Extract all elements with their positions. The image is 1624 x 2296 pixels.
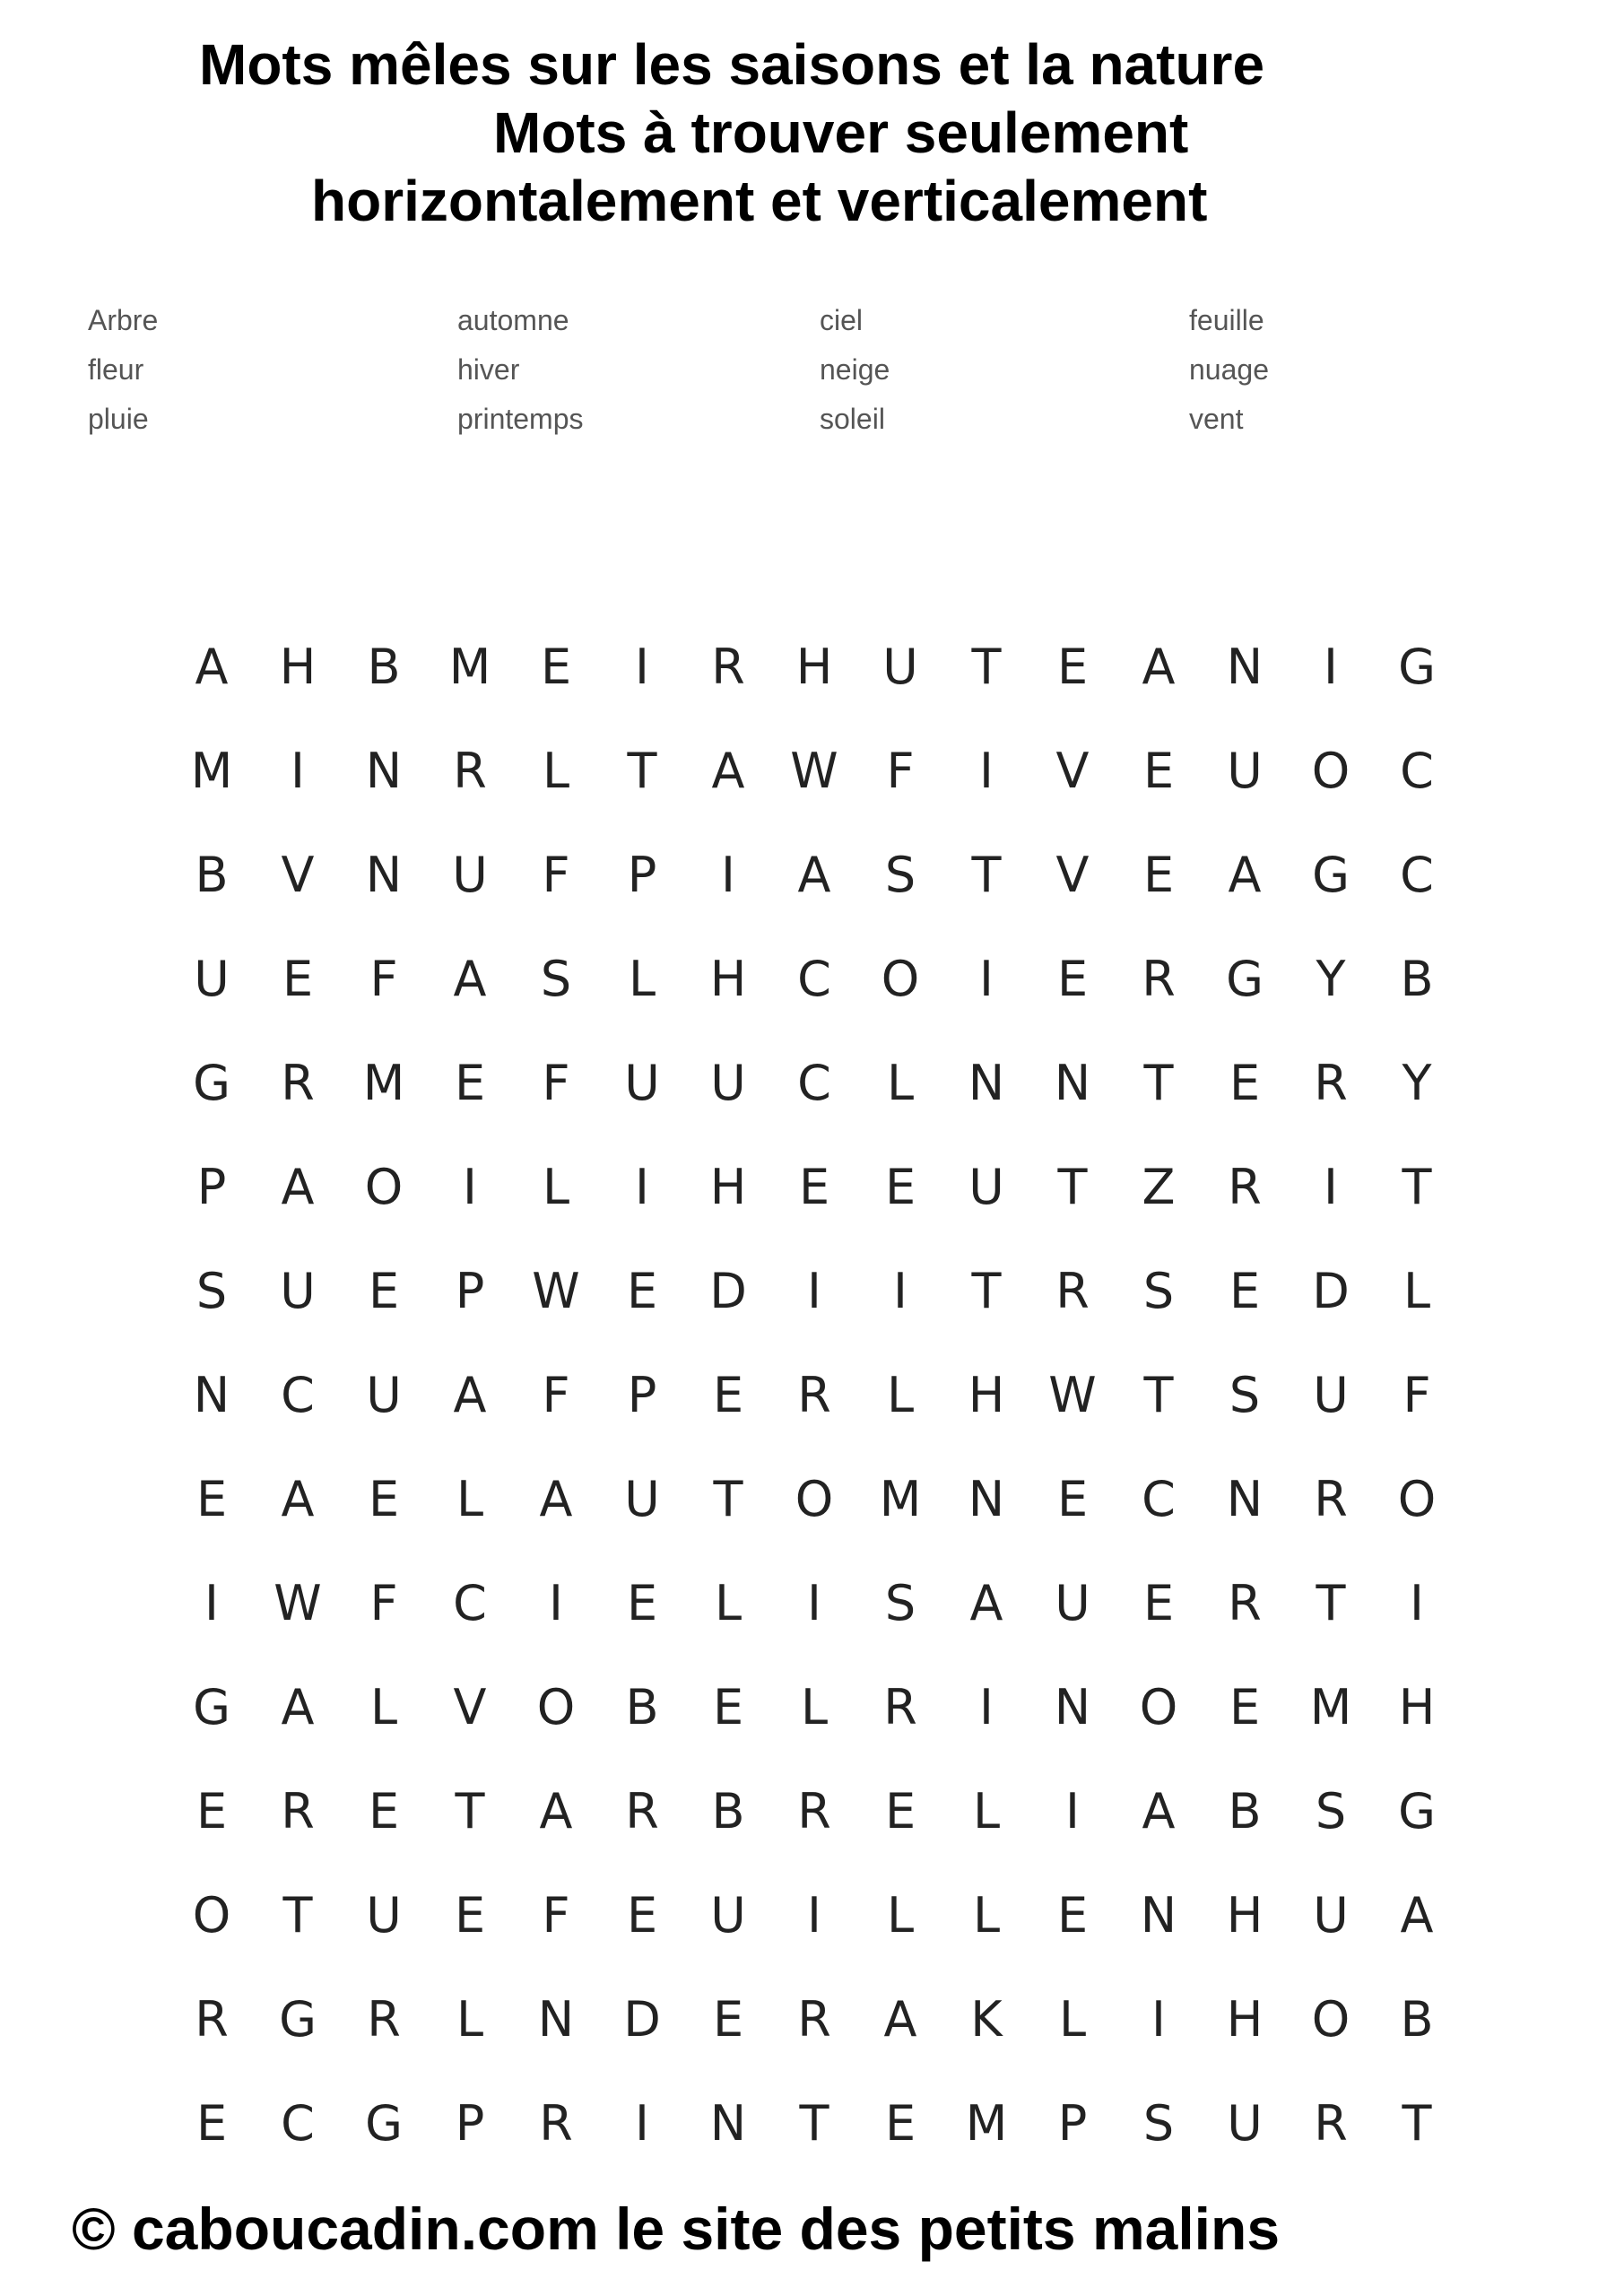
grid-letter: E [454, 1054, 486, 1111]
word-item: vent [1189, 403, 1244, 435]
word-item: fleur [88, 353, 144, 386]
grid-letter: I [893, 1262, 908, 1319]
grid-letter: A [1228, 846, 1262, 903]
grid-letter: O [1139, 1678, 1178, 1735]
grid-letter: Y [1402, 1054, 1432, 1111]
grid-letter: T [1402, 1158, 1432, 1215]
grid-letter: L [1403, 1262, 1431, 1319]
grid-letter: M [190, 742, 233, 799]
grid-letter: O [795, 1470, 834, 1527]
grid-letter: M [965, 2094, 1008, 2152]
grid-letter: I [204, 1574, 219, 1631]
grid-letter: B [711, 1782, 745, 1839]
grid-letter: E [1229, 1262, 1261, 1319]
grid-letter: U [194, 950, 230, 1007]
word-search-grid [169, 614, 1460, 2175]
grid-letter: M [1309, 1678, 1352, 1735]
grid-letter: U [710, 1886, 746, 1944]
word-item: soleil [820, 403, 885, 435]
grid-letter: U [968, 1158, 1004, 1215]
grid-letter: H [1226, 1990, 1264, 2048]
grid-letter: F [886, 742, 915, 799]
grid-letter: Z [1142, 1158, 1176, 1215]
grid-letter: L [800, 1678, 829, 1735]
grid-letter: O [881, 950, 920, 1007]
grid-letter: T [1316, 1574, 1346, 1631]
grid-letter: E [884, 2094, 916, 2152]
word-item: printemps [457, 403, 584, 435]
grid-letter: R [281, 1054, 315, 1111]
grid-letter: A [883, 1990, 917, 2048]
grid-letter: N [1054, 1054, 1091, 1111]
grid-letter: P [1057, 2094, 1088, 2152]
grid-letter: N [1140, 1886, 1177, 1944]
grid-letter: S [1142, 2094, 1175, 2152]
grid-letter: T [971, 846, 1002, 903]
grid-letter: N [1054, 1678, 1091, 1735]
grid-letter: E [540, 638, 572, 695]
grid-letter: I [549, 1574, 563, 1631]
grid-letter: E [712, 1990, 744, 2048]
grid-letter: M [879, 1470, 922, 1527]
grid-letter: G [1312, 846, 1350, 903]
grid-letter: I [1324, 1158, 1338, 1215]
grid-letter: A [1142, 1782, 1176, 1839]
word-list-column-2 [457, 296, 584, 444]
grid-letter: A [539, 1782, 573, 1839]
grid-letter: U [1227, 742, 1263, 799]
grid-letter: E [1229, 1678, 1261, 1735]
grid-letter: U [1227, 2094, 1263, 2152]
grid-letter: U [624, 1470, 660, 1527]
word-list [0, 296, 1624, 448]
grid-letter: G [1398, 638, 1436, 695]
grid-letter: L [714, 1574, 743, 1631]
grid-letter: H [709, 950, 747, 1007]
grid-letter: U [624, 1054, 660, 1111]
grid-letter: A [453, 1366, 487, 1423]
grid-letter: N [709, 2094, 747, 2152]
grid-letter: G [193, 1678, 230, 1735]
grid-letter: E [195, 1470, 228, 1527]
grid-letter: L [456, 1470, 484, 1527]
grid-letter: R [1055, 1262, 1090, 1319]
grid-letter: S [1142, 1262, 1175, 1319]
grid-letter: O [1311, 742, 1350, 799]
grid-letter: I [635, 638, 649, 695]
grid-letter: L [886, 1886, 915, 1944]
grid-letter: R [1314, 1054, 1348, 1111]
grid-letter: U [1313, 1886, 1349, 1944]
grid-letter: T [971, 638, 1002, 695]
grid-letter: I [635, 2094, 649, 2152]
grid-letter: P [455, 1262, 485, 1319]
grid-letter: I [807, 1574, 821, 1631]
grid-letter: B [625, 1678, 659, 1735]
word-list-column-3 [820, 296, 890, 444]
grid-letter: E [1142, 742, 1175, 799]
grid-letter: F [369, 1574, 398, 1631]
grid-letter: N [1226, 1470, 1264, 1527]
grid-letter: R [625, 1782, 659, 1839]
grid-letter: N [365, 846, 403, 903]
grid-letter: I [291, 742, 305, 799]
grid-letter: W [1048, 1366, 1097, 1423]
grid-letter: E [626, 1574, 658, 1631]
grid-letter: C [797, 1054, 831, 1111]
grid-letter: V [281, 846, 315, 903]
grid-letter: I [1324, 638, 1338, 695]
grid-letter: O [536, 1678, 576, 1735]
grid-letter: T [282, 1886, 313, 1944]
grid-letter: T [1143, 1366, 1174, 1423]
grid-letter: L [972, 1886, 1001, 1944]
word-item: Arbre [88, 304, 159, 336]
grid-letter: O [364, 1158, 404, 1215]
grid-letter: G [279, 1990, 317, 2048]
grid-letter: I [979, 950, 994, 1007]
grid-letter: E [368, 1782, 400, 1839]
grid-letter: B [1228, 1782, 1262, 1839]
grid-letter: V [1055, 846, 1090, 903]
grid-letter: H [968, 1366, 1005, 1423]
grid-letter: I [1410, 1574, 1424, 1631]
grid-letter: G [1226, 950, 1264, 1007]
grid-letter: R [1228, 1158, 1262, 1215]
grid-letter: R [1314, 2094, 1348, 2152]
grid-letter: R [281, 1782, 315, 1839]
worksheet-title [0, 30, 1624, 235]
grid-letter: S [195, 1262, 228, 1319]
grid-letter: S [540, 950, 572, 1007]
grid-letter: A [711, 742, 745, 799]
grid-letter: I [463, 1158, 477, 1215]
grid-letter: N [365, 742, 403, 799]
grid-letter: I [1151, 1990, 1166, 2048]
grid-letter: A [281, 1158, 315, 1215]
grid-letter: R [1314, 1470, 1348, 1527]
grid-letter: S [884, 1574, 916, 1631]
grid-letter: F [542, 1054, 570, 1111]
grid-letter: P [196, 1158, 227, 1215]
title-line-2: Mots à trouver seulement [493, 100, 1189, 165]
grid-letter: G [365, 2094, 403, 2152]
grid-letter: G [193, 1054, 230, 1111]
grid-letter: H [1226, 1886, 1264, 1944]
grid-letter: D [623, 1990, 661, 2048]
grid-letter: W [790, 742, 838, 799]
grid-letter: T [1402, 2094, 1432, 2152]
grid-letter: E [282, 950, 314, 1007]
grid-letter: E [626, 1262, 658, 1319]
grid-letter: E [626, 1886, 658, 1944]
grid-letter: O [192, 1886, 231, 1944]
grid-letter: I [721, 846, 735, 903]
grid-letter: S [1315, 1782, 1347, 1839]
word-item: pluie [88, 403, 149, 435]
grid-letter: R [453, 742, 487, 799]
grid-letter: A [453, 950, 487, 1007]
grid-letter: R [1142, 950, 1176, 1007]
grid-letter: I [635, 1158, 649, 1215]
grid-letter: C [797, 950, 831, 1007]
grid-letter: N [537, 1990, 575, 2048]
grid-letter: L [886, 1054, 915, 1111]
grid-letter: L [542, 742, 570, 799]
grid-letter: A [281, 1470, 315, 1527]
grid-letter: T [713, 1470, 743, 1527]
grid-letter: N [1226, 638, 1264, 695]
grid-letter: H [795, 638, 833, 695]
grid-letter: G [1398, 1782, 1436, 1839]
word-item: hiver [457, 353, 520, 386]
grid-letter: E [1229, 1054, 1261, 1111]
grid-letter: E [712, 1366, 744, 1423]
grid-letter: L [972, 1782, 1001, 1839]
grid-letter: V [453, 1678, 487, 1735]
grid-letter: R [195, 1990, 229, 2048]
grid-letter: B [1400, 1990, 1434, 2048]
grid-letter: L [542, 1158, 570, 1215]
grid-letter: R [797, 1366, 831, 1423]
grid-letter: T [627, 742, 657, 799]
grid-letter: A [1400, 1886, 1434, 1944]
grid-letter: C [453, 1574, 487, 1631]
grid-letter: V [1055, 742, 1090, 799]
grid-letter: H [1398, 1678, 1436, 1735]
grid-letter: T [799, 2094, 829, 2152]
grid-letter: E [1056, 1886, 1089, 1944]
grid-letter: F [542, 846, 570, 903]
title-line-3: horizontalement et verticalement [311, 169, 1208, 233]
grid-letter: P [455, 2094, 485, 2152]
grid-letter: T [1057, 1158, 1088, 1215]
grid-letter: R [797, 1990, 831, 2048]
grid-letter: A [797, 846, 831, 903]
grid-letter: B [367, 638, 401, 695]
grid-letter: U [452, 846, 488, 903]
grid-letter: M [362, 1054, 405, 1111]
grid-letter: B [1400, 950, 1434, 1007]
grid-letter: H [709, 1158, 747, 1215]
grid-letter: F [1403, 1366, 1431, 1423]
grid-letter: C [281, 1366, 315, 1423]
grid-letter: U [1313, 1366, 1349, 1423]
grid-letter: E [1142, 1574, 1175, 1631]
grid-letter: L [1058, 1990, 1087, 2048]
word-item: neige [820, 353, 890, 386]
grid-letter: N [968, 1054, 1005, 1111]
word-item: feuille [1189, 304, 1264, 336]
grid-letter: E [798, 1158, 830, 1215]
grid-letter: E [884, 1782, 916, 1839]
grid-letter: D [1312, 1262, 1350, 1319]
grid-letter: I [807, 1886, 821, 1944]
grid-letter: E [1142, 846, 1175, 903]
grid-letter: E [1056, 950, 1089, 1007]
grid-letter: E [368, 1262, 400, 1319]
grid-letter: R [711, 638, 745, 695]
grid-letter: P [627, 846, 657, 903]
grid-letter: A [1142, 638, 1176, 695]
grid-letter: L [628, 950, 656, 1007]
grid-letter: A [539, 1470, 573, 1527]
grid-letter: C [1400, 742, 1434, 799]
grid-letter: F [542, 1886, 570, 1944]
grid-letter: N [193, 1366, 230, 1423]
grid-letter: W [532, 1262, 580, 1319]
grid-letter: L [886, 1366, 915, 1423]
grid-letter: T [455, 1782, 485, 1839]
grid-letter: U [882, 638, 918, 695]
grid-letter: S [884, 846, 916, 903]
word-item: ciel [820, 304, 864, 336]
grid-letter: A [281, 1678, 315, 1735]
grid-letter: L [456, 1990, 484, 2048]
grid-letter: E [1056, 638, 1089, 695]
grid-letter: R [367, 1990, 401, 2048]
grid-letter: Y [1316, 950, 1346, 1007]
grid-letter: F [369, 950, 398, 1007]
grid-letter: S [1229, 1366, 1261, 1423]
grid-letter: E [712, 1678, 744, 1735]
grid-letter: R [797, 1782, 831, 1839]
copyright-footer: © caboucadin.com le site des petits malins [72, 2196, 1281, 2262]
grid-letter: A [969, 1574, 1003, 1631]
grid-letter: U [1055, 1574, 1090, 1631]
grid-letter: D [709, 1262, 747, 1319]
word-list-column-4 [1189, 296, 1269, 444]
grid-letter: E [195, 1782, 228, 1839]
grid-letter: R [539, 2094, 573, 2152]
grid-letter: I [979, 742, 994, 799]
grid-letter: U [366, 1366, 402, 1423]
grid-letter: I [979, 1678, 994, 1735]
grid-letter: E [368, 1470, 400, 1527]
grid-letter: O [1311, 1990, 1350, 2048]
grid-letter: K [970, 1990, 1003, 2048]
grid-letter: I [1065, 1782, 1080, 1839]
grid-letter: E [195, 2094, 228, 2152]
grid-letter: H [279, 638, 317, 695]
grid-letter: M [448, 638, 491, 695]
word-item: nuage [1189, 353, 1269, 386]
grid-letter: U [366, 1886, 402, 1944]
grid-letter: T [1143, 1054, 1174, 1111]
grid-letter: U [280, 1262, 316, 1319]
grid-letter: R [1228, 1574, 1262, 1631]
grid-letter: C [281, 2094, 315, 2152]
grid-letter: T [971, 1262, 1002, 1319]
grid-letter: I [807, 1262, 821, 1319]
grid-letter: L [369, 1678, 398, 1735]
grid-letter: P [627, 1366, 657, 1423]
title-line-1: Mots mêles sur les saisons et la nature [199, 32, 1265, 97]
grid-letter: E [884, 1158, 916, 1215]
grid-letter: C [1142, 1470, 1176, 1527]
grid-letter: O [1397, 1470, 1437, 1527]
grid-letter: E [1056, 1470, 1089, 1527]
word-item: automne [457, 304, 569, 336]
grid-letter: C [1400, 846, 1434, 903]
grid-letter: U [710, 1054, 746, 1111]
grid-letter: F [542, 1366, 570, 1423]
grid-letter: N [968, 1470, 1005, 1527]
grid-letter: A [195, 638, 229, 695]
grid-letter: B [195, 846, 229, 903]
grid-letter: E [454, 1886, 486, 1944]
word-list-column-1 [88, 296, 158, 444]
grid-letter: R [883, 1678, 917, 1735]
grid-letter: W [274, 1574, 322, 1631]
